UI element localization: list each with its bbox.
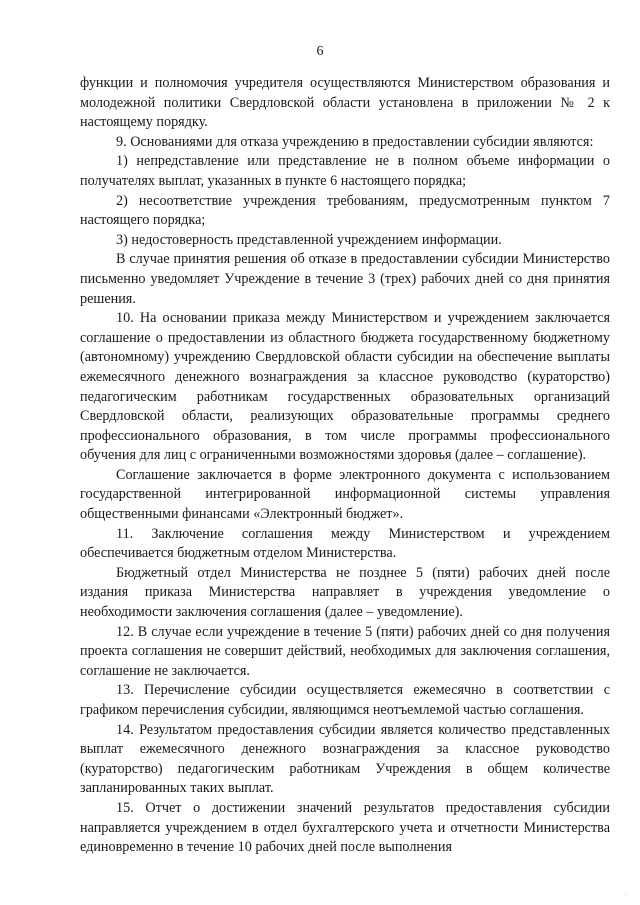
paragraph-item-13: 13. Перечисление субсидии осуществляется ежемесячно в соответствии с графиком перечисления субсидии, являющимся неотъемлемой частью соглашения. xyxy=(80,682,610,718)
paragraph-subitem-2: 2) несоответствие учреждения требованиям, предусмотренным пунктом 7 настоящего порядка; xyxy=(80,192,610,229)
paragraph-item-10: 10. На основании приказа между Министерством и учреждением заключается соглашение о предоставлении из областного бюджета государственному бюджетному (автономному) учреждению Свердловской области субсидии на обеспечение выплаты ежемесячного денежного вознаграждения за классное руководство (кураторство) педагогическим работникам государственных образовательных организаций Свердловской области, реализующих образовательные программы среднего профессионального образования, в том числе программы профессионального обучения для лиц с ограниченными возможностями здоровья (далее – соглашение). xyxy=(80,310,610,464)
paragraph-item-12: 12. В случае если учреждение в течение 5 (пяти) рабочих дней со дня получения проекта соглашения не совершит действий, необходимых для заключения соглашения, соглашение не заключается. xyxy=(80,623,610,679)
paragraph-subitem-3: 3) недостоверность представленной учреждением информации. xyxy=(116,231,502,248)
paragraph-item-9: 9. Основаниями для отказа учреждению в предоставлении субсидии являются: xyxy=(116,133,594,150)
paragraph-item-15: 15. Отчет о достижении значений результатов предоставления субсидии направляется учреждением в отдел бухгалтерского учета и отчетности Министерства единовременно в течение 10 рабочих дней после выполнения xyxy=(80,799,610,856)
document-body xyxy=(80,74,610,858)
paragraph-item-14: 14. Результатом предоставления субсидии является количество представленных выплат ежемесячного денежного вознаграждения за классное руководство (кураторство) педагогическим работникам Учреждения в общем количестве запланированных таких выплат. xyxy=(80,721,610,797)
paragraph-agreement-form: Соглашение заключается в форме электронного документа с использованием государственной интегрированной информационной системы управления общественными финансами «Электронный бюджет». xyxy=(80,466,610,523)
scan-edge-mark: · xyxy=(624,889,627,899)
page-number: 6 xyxy=(316,44,324,59)
paragraph-subitem-1: 1) непредставление или представление не в полном объеме информации о получателях выплат, указанных в пункте 6 настоящего порядка; xyxy=(80,153,610,189)
paragraph-refusal-notice: В случае принятия решения об отказе в предоставлении субсидии Министерство письменно уведомляет Учреждение в течение 3 (трех) рабочих дней со дня принятия решения. xyxy=(80,251,610,307)
paragraph-item-11: 11. Заключение соглашения между Министерством и учреждением обеспечивается бюджетным отделом Министерства. xyxy=(80,525,610,562)
paragraph-continuation: функции и полномочия учредителя осуществляются Министерством образования и молодежной политики Свердловской области установлена в приложении № 2 к настоящему порядку. xyxy=(80,75,610,131)
paragraph-budget-department: Бюджетный отдел Министерства не позднее 5 (пяти) рабочих дней после издания приказа Министерства направляет в учреждения уведомление о необходимости заключения соглашения (далее – уведомление). xyxy=(80,564,610,621)
